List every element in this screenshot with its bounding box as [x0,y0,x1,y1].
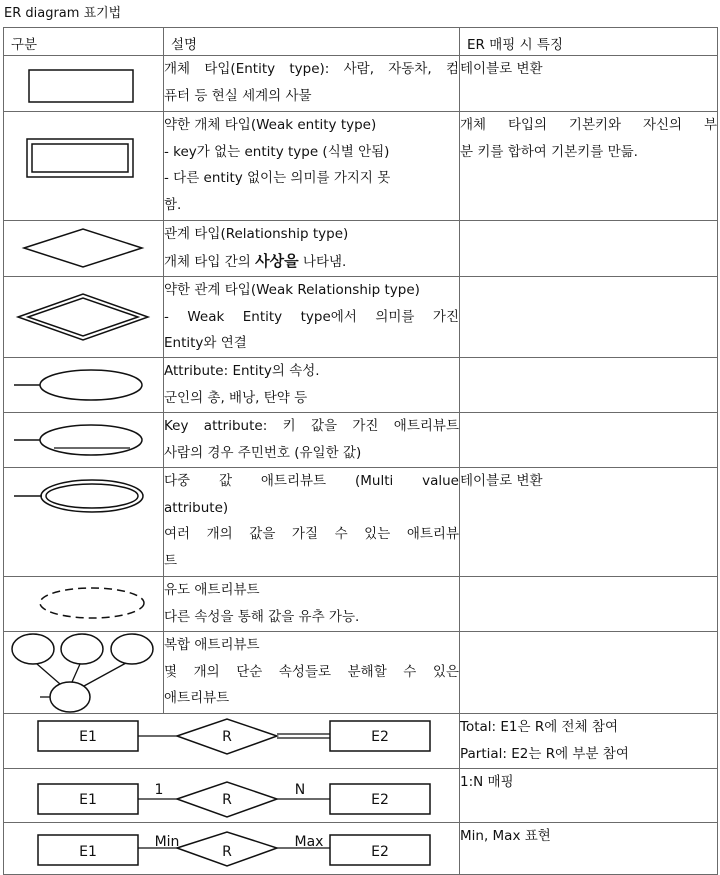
table-row [4,277,718,358]
weak-entity-symbol [4,112,164,221]
entity-description: 개체 타입(Entity type): 사람, 자동차, 컴 퓨터 등 현실 세계의 사물 [164,56,460,112]
table-header-row [4,28,718,56]
composite-attribute-symbol [4,632,164,714]
key-attribute-symbol [4,413,164,468]
relationship-mapping [460,221,718,277]
attribute-mapping [460,358,718,413]
derived-description: 유도 애트리뷰트 다른 속성을 통해 값을 유추 가능. [164,577,460,632]
multi-value-attribute-symbol [4,468,164,577]
table-row [4,714,718,769]
composite-mapping [460,632,718,714]
table-row [4,468,718,577]
weak-relationship-description: 약한 관계 타입(Weak Relationship type) - Weak Entity type에서 의미를 가진 Entity와 연결 [164,277,460,358]
minmax-e2-label: E2 [371,844,389,860]
composite-description: 복합 애트리뷰트 몇 개의 단순 속성들로 분해할 수 있은 애트리뷰트 [164,632,460,714]
weak-relationship-symbol [4,277,164,358]
participation-r-label: R [222,729,232,745]
participation-e1-label: E1 [79,729,97,745]
table-row [4,112,718,221]
cardinality-r-label: R [222,792,232,808]
multi-value-mapping: 테이블로 변환 [460,468,718,577]
cardinality-left-label: 1 [154,782,164,798]
entity-symbol [4,56,164,112]
minmax-min-label: Min [154,834,180,850]
attribute-symbol [4,358,164,413]
derived-attribute-symbol [4,577,164,632]
minmax-r-label: R [222,844,232,860]
key-attribute-description: Key attribute: 키 값을 가진 애트리뷰트 사람의 경우 주민번호 (유일한 값) [164,413,460,468]
er-notation-table [3,27,718,875]
participation-mapping: Total: E1은 R에 전체 참여 Partial: E2는 R에 부분 참여 [460,714,718,769]
cardinality-e2-label: E2 [371,792,389,808]
key-attribute-mapping [460,413,718,468]
cardinality-diagram [4,769,460,823]
multi-value-description: 다중 값 애트리뷰트 (Multi value attribute) 여러 개의 값을 가질 수 있는 애트리뷰 트 [164,468,460,577]
document-title: ER diagram 표기법 [4,6,122,21]
table-row [4,823,718,875]
minmax-e1-label: E1 [79,844,97,860]
header-category: 구분 [4,28,164,56]
minmax-diagram [4,823,460,875]
table-row [4,413,718,468]
derived-mapping [460,577,718,632]
entity-mapping: 테이블로 변환 [460,56,718,112]
table-row [4,221,718,277]
minmax-max-label: Max [294,834,324,850]
table-row [4,632,718,714]
relationship-symbol [4,221,164,277]
attribute-description: Attribute: Entity의 속성. 군인의 총, 배낭, 탄약 등 [164,358,460,413]
relationship-description: 관계 타입(Relationship type) 개체 타입 간의 사상을 나타냄. [164,221,460,277]
minmax-mapping: Min, Max 표현 [460,823,718,875]
table-row [4,769,718,823]
participation-diagram [4,714,460,769]
weak-entity-mapping: 개체 타입의 기본키와 자신의 부 분 키를 합하여 기본키를 만듦. [460,112,718,221]
table-row [4,56,718,112]
table-row [4,358,718,413]
header-description: 설명 [164,28,460,56]
weak-relationship-mapping [460,277,718,358]
header-mapping: ER 매핑 시 특징 [460,28,718,56]
cardinality-mapping: 1:N 매핑 [460,769,718,823]
cardinality-right-label: N [294,782,306,798]
weak-entity-description: 약한 개체 타입(Weak entity type) - key가 없는 entity type (식별 안됨) - 다른 entity 없이는 의미를 가지지 못 함. [164,112,460,221]
participation-e2-label: E2 [371,729,389,745]
table-row [4,577,718,632]
cardinality-e1-label: E1 [79,792,97,808]
